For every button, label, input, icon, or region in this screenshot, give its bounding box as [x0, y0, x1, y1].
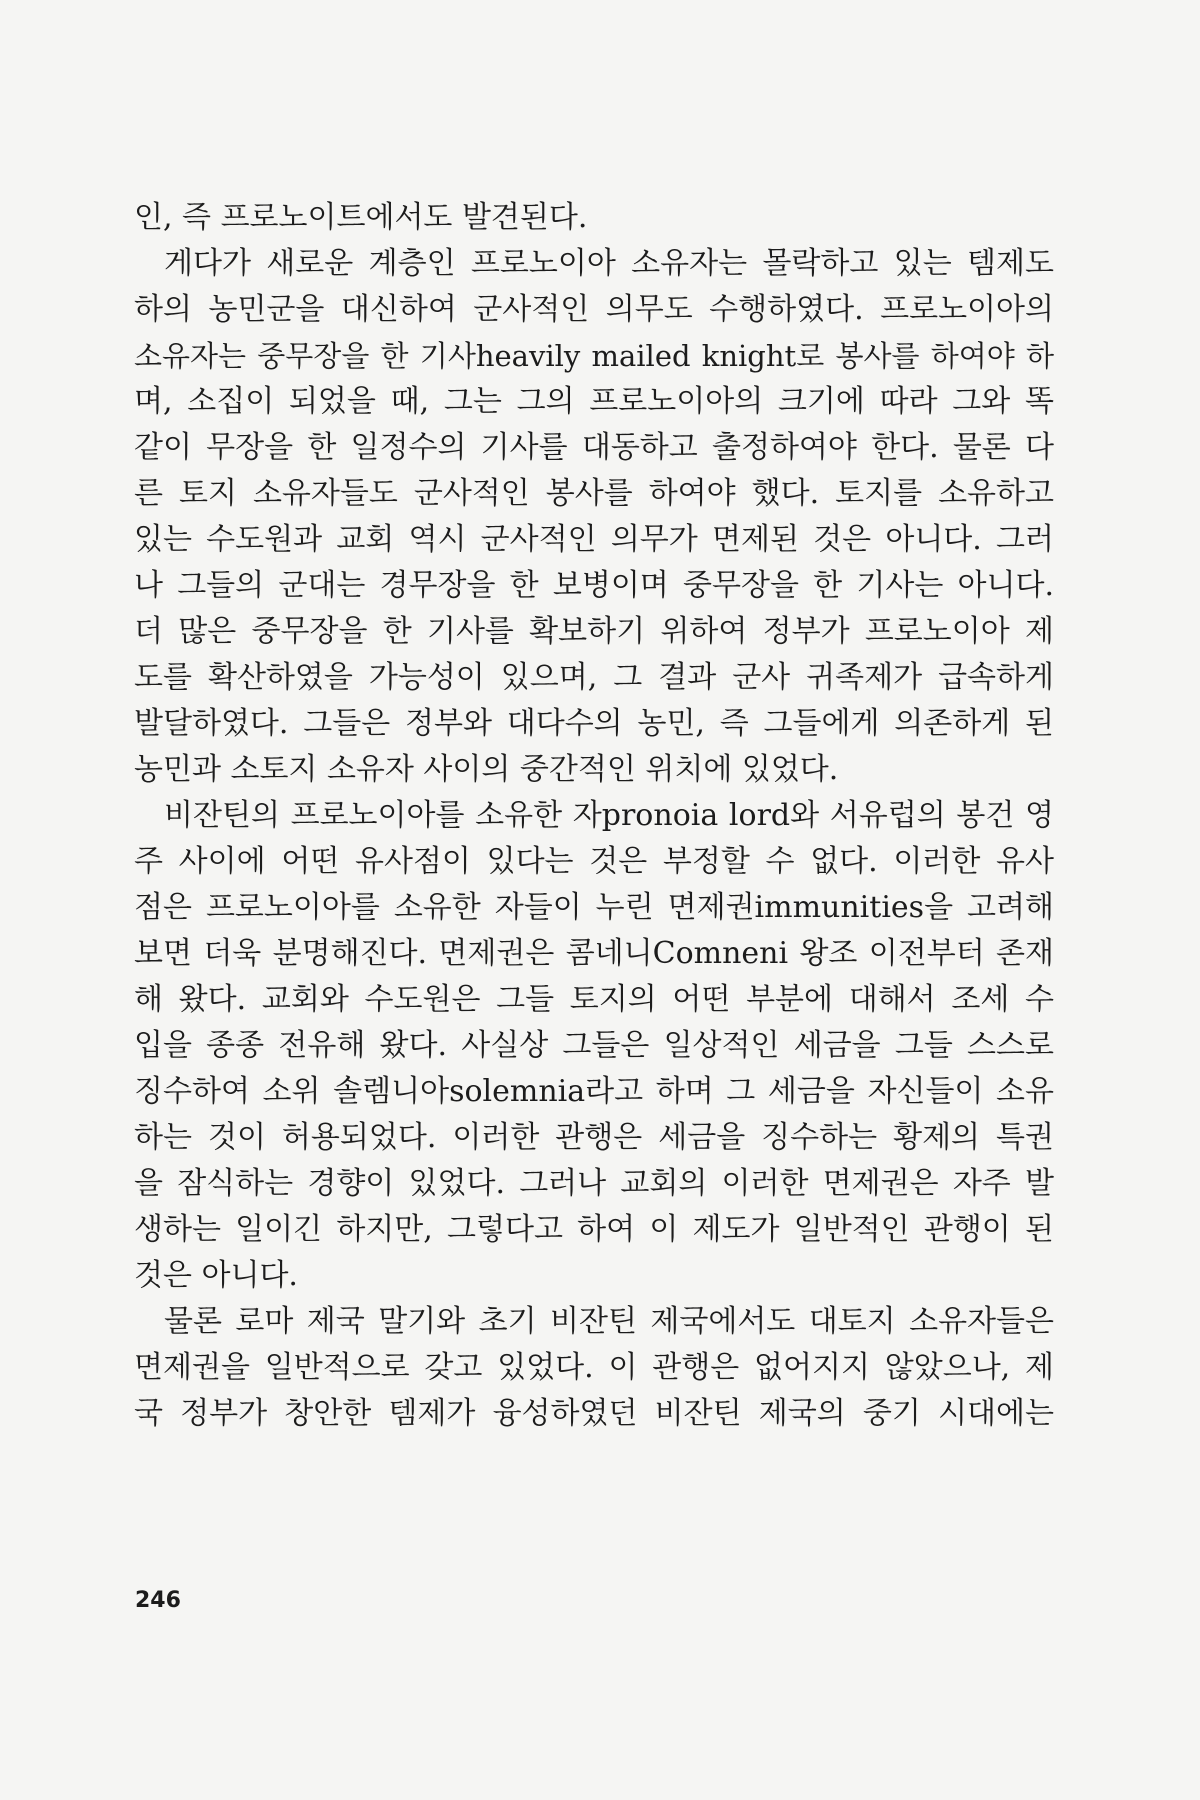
text-line: 면제권을 일반적으로 갖고 있었다. 이 관행은 없어지지 않았으나, 제: [134, 1350, 1054, 1385]
text-line: 점은 프로노이아를 소유한 자들이 누린 면제권immunities을 고려해: [134, 890, 1054, 925]
text-line: 같이 무장을 한 일정수의 기사를 대동하고 출정하여야 한다. 물론 다: [134, 430, 1054, 465]
text-line: 하의 농민군을 대신하여 군사적인 의무도 수행하였다. 프로노이아의: [134, 292, 1054, 327]
text-line: 농민과 소토지 소유자 사이의 중간적인 위치에 있었다.: [134, 752, 839, 787]
text-line: 국 정부가 창안한 템제가 융성하였던 비잔틴 제국의 중기 시대에는: [134, 1396, 1054, 1431]
text-line: 생하는 일이긴 하지만, 그렇다고 하여 이 제도가 일반적인 관행이 된: [134, 1212, 1054, 1247]
page-number: 246: [135, 1588, 181, 1613]
text-line: 있는 수도원과 교회 역시 군사적인 의무가 면제된 것은 아니다. 그러: [134, 522, 1054, 557]
text-line: 소유자는 중무장을 한 기사heavily mailed knight로 봉사를 하여야 하: [134, 339, 1054, 373]
text-line: 물론 로마 제국 말기와 초기 비잔틴 제국에서도 대토지 소유자들은: [164, 1304, 1054, 1339]
text-line: 비잔틴의 프로노이아를 소유한 자pronoia lord와 서유럽의 봉건 영: [164, 798, 1054, 833]
text-line: 하는 것이 허용되었다. 이러한 관행은 세금을 징수하는 황제의 특권: [134, 1120, 1054, 1155]
text-line: 주 사이에 어떤 유사점이 있다는 것은 부정할 수 없다. 이러한 유사: [134, 844, 1054, 879]
text-line: 며, 소집이 되었을 때, 그는 그의 프로노이아의 크기에 따라 그와 똑: [134, 384, 1054, 419]
text-line: 징수하여 소위 솔렘니아solemnia라고 하며 그 세금을 자신들이 소유: [134, 1074, 1054, 1109]
text-line: 른 토지 소유자들도 군사적인 봉사를 하여야 했다. 토지를 소유하고: [134, 476, 1054, 511]
text-line: 나 그들의 군대는 경무장을 한 보병이며 중무장을 한 기사는 아니다.: [134, 568, 1054, 603]
text-line: 도를 확산하였을 가능성이 있으며, 그 결과 군사 귀족제가 급속하게: [134, 660, 1054, 695]
text-line: 해 왔다. 교회와 수도원은 그들 토지의 어떤 부분에 대해서 조세 수: [134, 982, 1054, 1017]
text-line: 더 많은 중무장을 한 기사를 확보하기 위하여 정부가 프로노이아 제: [134, 614, 1054, 649]
text-line: 발달하였다. 그들은 정부와 대다수의 농민, 즉 그들에게 의존하게 된: [134, 706, 1054, 741]
text-line: 보면 더욱 분명해진다. 면제권은 콤네니Comneni 왕조 이전부터 존재: [134, 936, 1054, 971]
text-line: 인, 즉 프로노이트에서도 발견된다.: [134, 200, 588, 235]
text-line: 입을 종종 전유해 왔다. 사실상 그들은 일상적인 세금을 그들 스스로: [134, 1028, 1054, 1063]
text-line: 을 잠식하는 경향이 있었다. 그러나 교회의 이러한 면제권은 자주 발: [134, 1166, 1054, 1201]
text-line: 게다가 새로운 계층인 프로노이아 소유자는 몰락하고 있는 템제도: [164, 246, 1054, 281]
text-line: 것은 아니다.: [134, 1258, 298, 1293]
